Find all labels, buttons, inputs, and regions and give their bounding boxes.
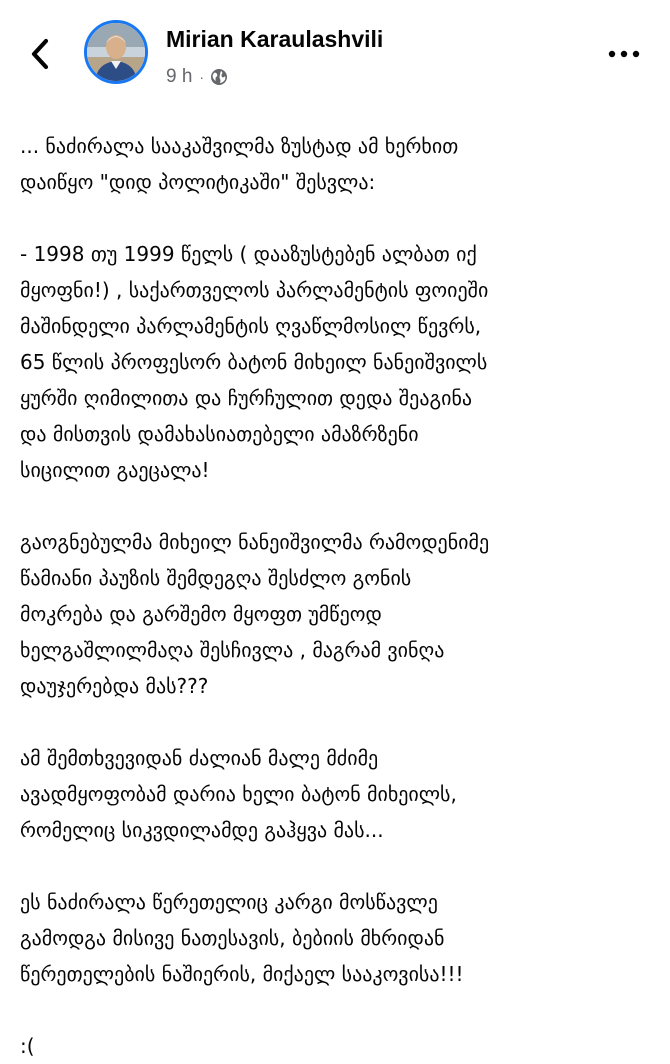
- post-text: [20, 128, 650, 1064]
- post-paragraph: [20, 128, 650, 200]
- post-text-line: 65 წლის პროფესორ ბატონ მიხეილ ნანეიშვილს: [20, 350, 488, 374]
- paragraph-gap: [20, 992, 650, 1028]
- post-text-line: ხელგაშლილმაღა შესჩივლა , მაგრამ ვინღა: [20, 638, 445, 662]
- post-text-line: დაიწყო "დიდ პოლიტიკაში" შესვლა:: [20, 170, 376, 194]
- meta-separator: ·: [199, 69, 205, 85]
- post-text-line: და მისთვის დამახასიათებელი ამაზრზენი: [20, 422, 419, 446]
- post-text-line: ... ნაძირალა სააკაშვილმა ზუსტად ამ ხერხით: [20, 134, 459, 158]
- globe-icon[interactable]: [210, 68, 228, 86]
- timestamp[interactable]: 9 h: [166, 66, 193, 87]
- paragraph-gap: [20, 488, 650, 524]
- post-paragraph: [20, 236, 650, 488]
- post-paragraph: [20, 884, 650, 992]
- author-name[interactable]: Mirian Karaulashvili: [166, 26, 384, 52]
- post-text-line: გაოგნებულმა მიხეილ ნანეიშვილმა რამოდენიმე: [20, 530, 490, 554]
- post-text-line: გამოდგა მისივე ნათესავის, ბებიის მხრიდან: [20, 926, 445, 950]
- paragraph-gap: [20, 704, 650, 740]
- post-text-line: ავადმყოფობამ დარია ხელი ბატონ მიხეილს,: [20, 782, 457, 806]
- post-text-line: ყურში ღიმილითა და ჩურჩულით დედა შეაგინა: [20, 386, 473, 410]
- more-options-button[interactable]: [604, 36, 644, 72]
- post-text-line: :(: [20, 1034, 35, 1058]
- post-paragraph: [20, 1028, 650, 1064]
- post-header: [0, 0, 670, 110]
- paragraph-gap: [20, 200, 650, 236]
- more-horizontal-icon: [608, 50, 640, 58]
- post-text-line: მოკრება და გარშემო მყოფთ უმწეოდ: [20, 602, 382, 626]
- back-button[interactable]: [22, 34, 58, 74]
- post-text-line: ამ შემთხვევიდან ძალიან მალე მძიმე: [20, 746, 379, 770]
- post-text-line: მაშინდელი პარლამენტის ღვაწლმოსილ წევრს,: [20, 314, 482, 338]
- post-paragraph: [20, 740, 650, 848]
- profile-photo: [87, 23, 145, 81]
- post-meta: [166, 66, 228, 88]
- post-paragraph: [20, 524, 650, 704]
- post-text-line: - 1998 თუ 1999 წელს ( დააზუსტებენ ალბათ იქ: [20, 242, 477, 266]
- avatar[interactable]: [84, 20, 148, 84]
- post-text-line: სიცილით გაეცალა!: [20, 458, 210, 482]
- post-text-line: წერეთელების ნაშიერის, მიქაელ სააკოვისა!!!: [20, 962, 464, 986]
- post-text-line: დაუჯერებდა მას???: [20, 674, 209, 698]
- paragraph-gap: [20, 848, 650, 884]
- post-text-line: რომელიც სიკვდილამდე გაჰყვა მას...: [20, 818, 384, 842]
- post-text-line: ეს ნაძირალა წერეთელიც კარგი მოსწავლე: [20, 890, 438, 914]
- post-text-line: წამიანი პაუზის შემდეგღა შესძლო გონის: [20, 566, 412, 590]
- chevron-left-icon: [29, 37, 51, 71]
- post-text-line: მყოფნი!) , საქართველოს პარლამენტის ფოიეში: [20, 278, 489, 302]
